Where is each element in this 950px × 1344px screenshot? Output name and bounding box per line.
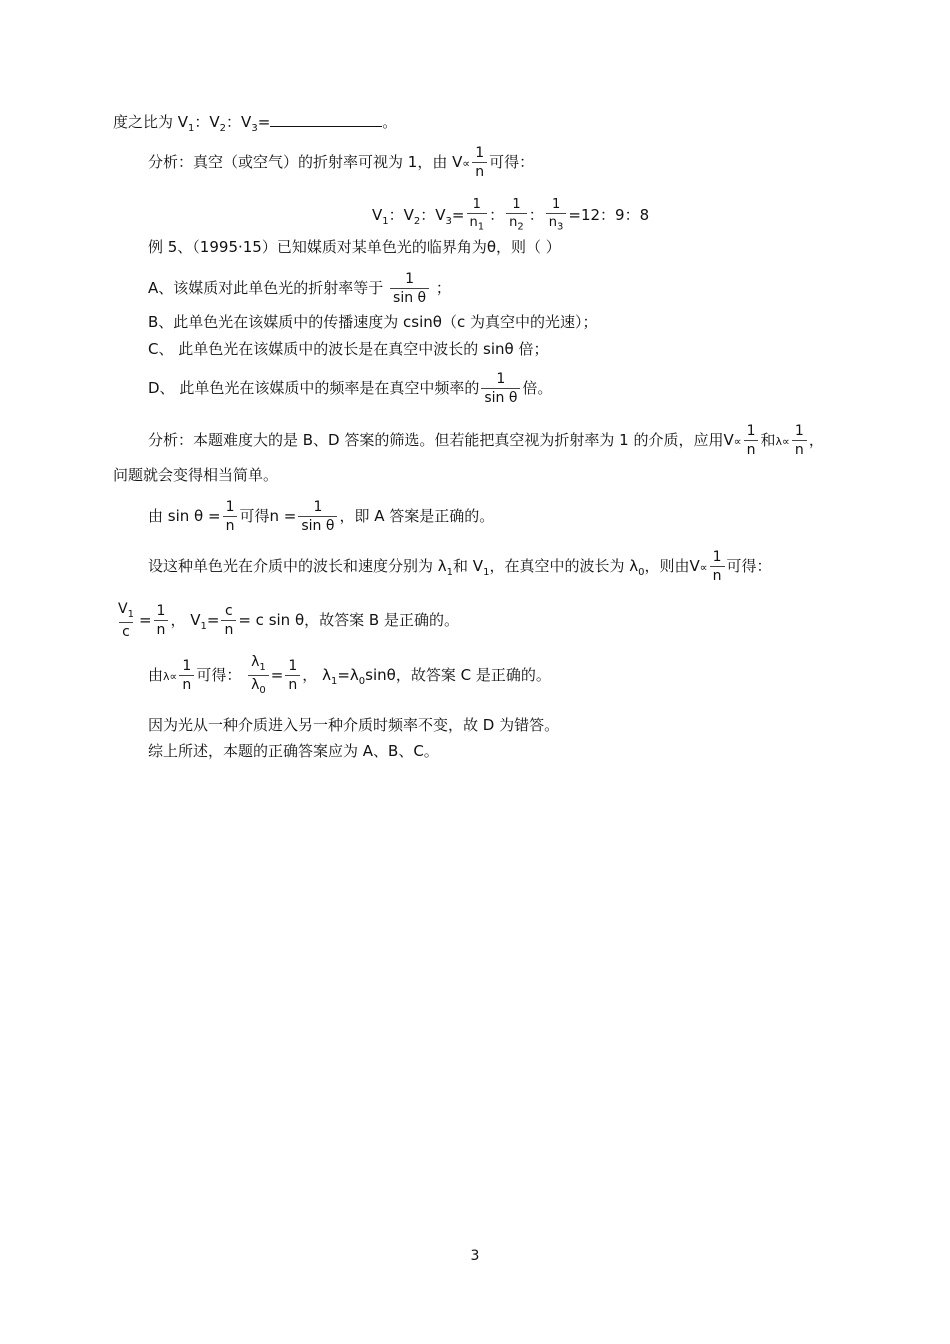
text: 度之比为 V (113, 113, 189, 131)
fraction: $\frac{1}{n}$ (285, 659, 300, 692)
math-symbol: λ (163, 669, 170, 683)
text-line-14: 由λ∝ $\frac{1}{n}$ 可得： $\frac{\lambda_1}{\lambda_0}$ = $\frac{1}{n}$ ， $\lambda_1=\lambda_0\sin\theta$，故答案 C 是正确的。 (148, 654, 551, 696)
text-line-8 (148, 372, 552, 405)
text-line-1 (113, 112, 397, 139)
text: 可得： (726, 557, 772, 575)
text: 由 (148, 507, 164, 525)
fraction: $\frac{1}{n}$ (744, 424, 759, 457)
text: ：V (194, 113, 220, 131)
math-symbol: = (138, 610, 152, 629)
math-symbol: λ (775, 435, 783, 448)
text: = (451, 205, 465, 224)
proportional-symbol: ∝ (733, 435, 742, 448)
text: λ (322, 665, 331, 684)
math-expression: n = (269, 507, 297, 525)
text: 可得 (239, 507, 270, 525)
subscript: 2 (219, 123, 227, 134)
subscript: 1 (188, 123, 195, 134)
text: V (372, 205, 383, 224)
fraction: $\frac{V_1}{c}$ (118, 601, 134, 640)
fraction: $\frac{1}{\text{sin θ}}$ (390, 272, 429, 305)
text-line-3 (372, 198, 649, 233)
text: A、该媒质对此单色光的折射率等于 (148, 279, 384, 297)
fraction: $\frac{1}{\text{sin θ}}$ (298, 500, 337, 533)
text-line-15: 因为光从一种介质进入另一种介质时频率不变，故 D 为错答。 (148, 716, 560, 734)
text: ，在真空中的波长为 λ (489, 557, 639, 575)
text-line-10: 问题就会变得相当简单。 (113, 466, 279, 484)
fraction: $\frac{1}{n_3}$ (546, 198, 567, 233)
fraction: $\frac{\lambda_1}{\lambda_0}$ (248, 655, 269, 696)
text: ：V (226, 113, 252, 131)
subscript: 3 (251, 123, 258, 134)
math-symbol: = (206, 610, 220, 629)
fraction: $\frac{1}{n}$ (223, 500, 238, 533)
text-line-9 (148, 424, 824, 457)
fraction: $\frac{1}{n}$ (792, 424, 807, 457)
math-symbol: V (190, 610, 201, 629)
text: ： (489, 205, 505, 224)
subscript: 3 (445, 215, 452, 227)
text: ，即 A 答案是正确的。 (339, 507, 495, 525)
answer-blank (270, 112, 382, 127)
fraction: $\frac{1}{n}$ (710, 550, 725, 583)
proportional-symbol: ∝ (699, 561, 708, 574)
text-line-16: 综上所述，本题的正确答案应为 A、B、C。 (148, 742, 439, 760)
fraction: $\frac{1}{\text{sin θ}}$ (481, 372, 520, 405)
subscript: 1 (382, 215, 389, 227)
math-symbol: V (723, 431, 734, 449)
text: =λ (337, 665, 359, 684)
text: ，则由 (644, 557, 690, 575)
text: ， (808, 431, 824, 449)
text: =12：9：8 (568, 205, 650, 224)
text: 由 (148, 665, 164, 684)
text: ， (170, 610, 186, 629)
math-symbol: V (452, 153, 463, 171)
text-line-11 (148, 500, 494, 533)
text-line-13: $\frac{V_1}{c}$ = $\frac{1}{n}$ ， $V_1=$ $\frac{c}{n}$ = c sin θ，故答案 B 是正确的。 (113, 602, 459, 639)
text: 可得： (489, 153, 535, 171)
text-line-12: 设这种单色光在介质中的波长和速度分别为 $\lambda_1$和 $V_1$，在真空中的波长为 $\lambda_0$，则由V∝ $\frac{1}{n}$ 可得： (148, 549, 772, 584)
proportional-symbol: ∝ (169, 669, 178, 683)
math-symbol: = (270, 665, 284, 684)
text-line-6: B、此单色光在该媒质中的传播速度为 csinθ（c 为真空中的光速）； (148, 313, 598, 331)
text: 设这种单色光在介质中的波长和速度分别为 λ (148, 557, 447, 575)
proportional-symbol: ∝ (462, 157, 471, 170)
text: 。 (382, 113, 398, 131)
math-expression: = c sin θ (238, 610, 305, 629)
fraction: $\frac{1}{n}$ (154, 604, 169, 637)
text: ：V (388, 205, 414, 224)
text: sinθ，故答案 C 是正确的。 (365, 665, 551, 684)
page-number: 3 (470, 1248, 480, 1264)
text-line-5 (148, 272, 451, 305)
text: 和 V (453, 557, 484, 575)
text: 可得： (196, 665, 242, 684)
text: 分析：真空（或空气）的折射率可视为 1，由 (148, 153, 448, 171)
text-line-2 (148, 146, 534, 179)
text: 和 (760, 431, 776, 449)
math-symbol: V (689, 557, 700, 575)
fraction: $\frac{c}{n}$ (221, 604, 236, 637)
text: = (257, 113, 271, 131)
text: 分析：本题难度大的是 B、D 答案的筛选。但若能把真空视为折射率为 1 的介质，应用 (148, 431, 724, 449)
subscript: 2 (413, 215, 421, 227)
text: ， (302, 665, 318, 684)
text: ：V (420, 205, 446, 224)
text-line-7: C、 此单色光在该媒质中的波长是在真空中波长的 sinθ 倍； (148, 340, 549, 358)
text: ； (435, 279, 451, 297)
text: ，故答案 B 是正确的。 (304, 610, 459, 629)
fraction: $\frac{1}{n_2}$ (506, 198, 527, 233)
math-expression: sin θ = (167, 507, 221, 525)
text: ： (528, 205, 544, 224)
proportional-symbol: ∝ (782, 435, 790, 448)
fraction: $\frac{1}{n}$ (179, 659, 194, 692)
fraction: $\frac{1}{n}$ (472, 146, 487, 179)
text: D、 此单色光在该媒质中的频率是在真空中频率的 (148, 379, 480, 397)
text-line-4: 例 5、（1995·15）已知媒质对某单色光的临界角为θ，则（ ） (148, 238, 561, 256)
fraction: $\frac{1}{n_1}$ (467, 198, 488, 233)
text: 倍。 (522, 379, 553, 397)
